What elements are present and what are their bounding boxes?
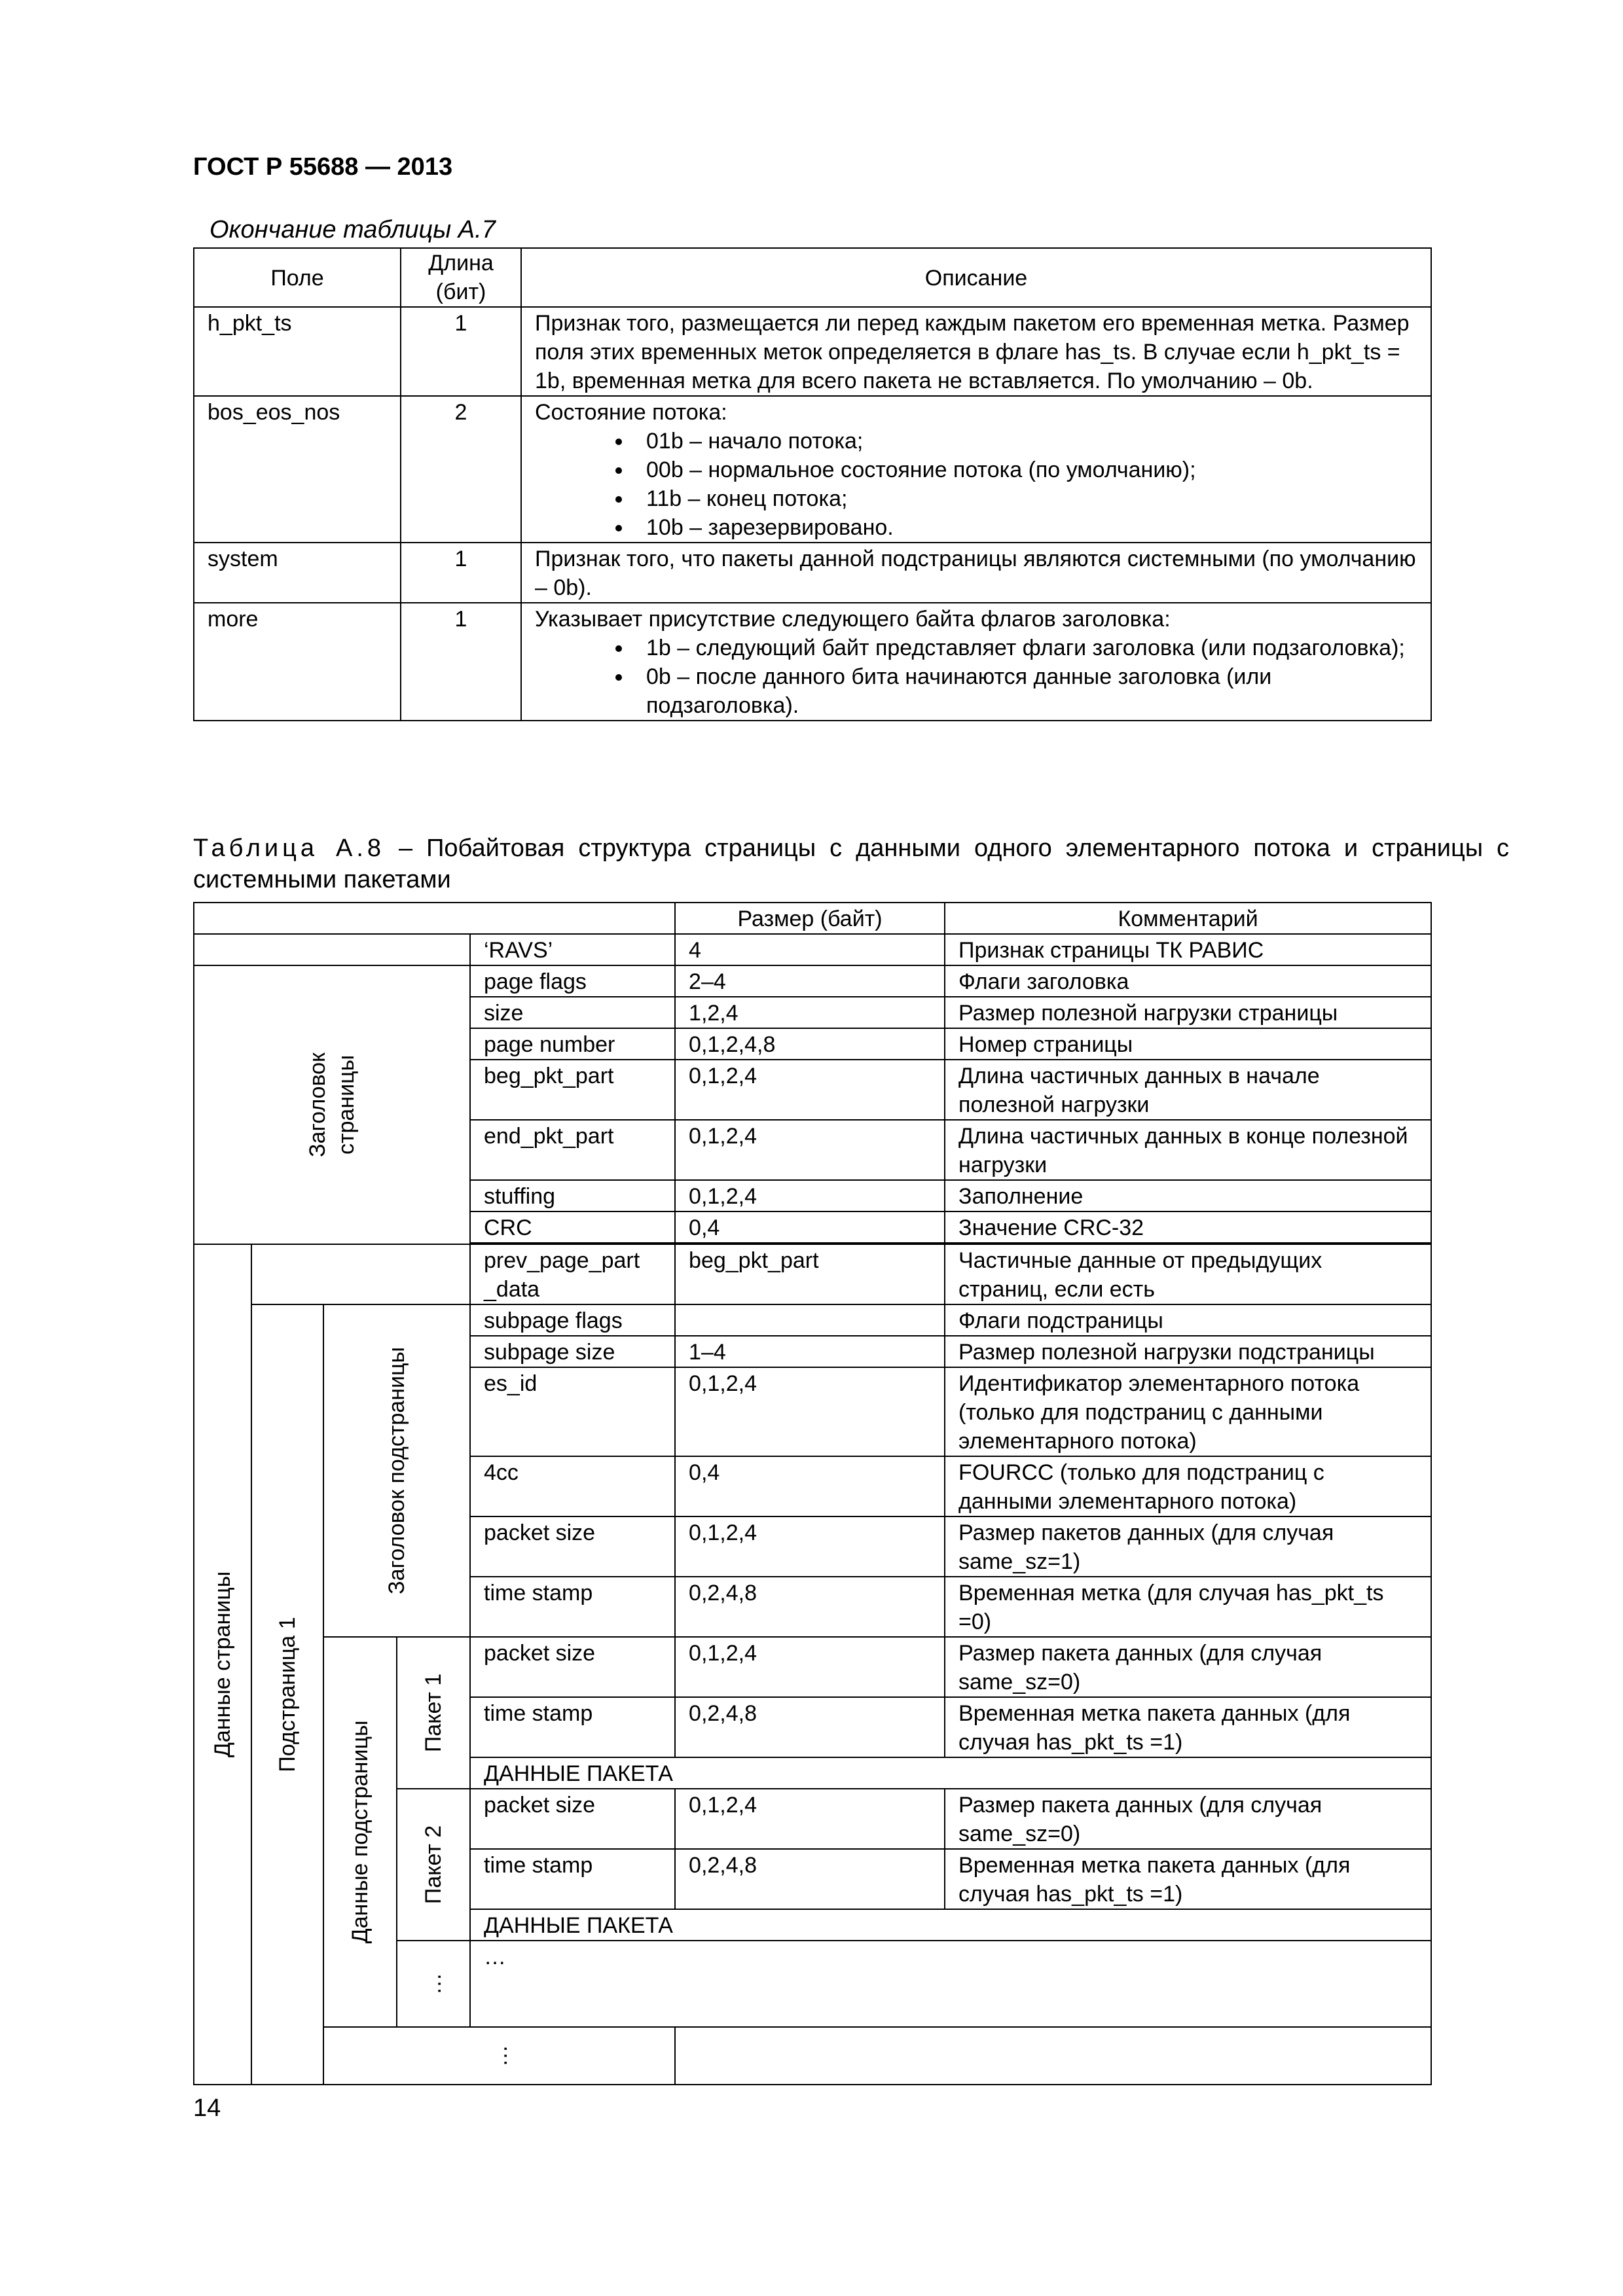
description-cell: Признак того, размещается ли перед каждым пакетом его временная метка. Размер поля этих временных меток определяется в флаге has_ts. В случае если h_pkt_ts = 1b, временная метка для всего пакета не вставляется. По умолчанию – 0b. xyxy=(521,307,1431,396)
comment-cell: Длина частичных данных в конце полезной нагрузки xyxy=(945,1120,1431,1180)
column-header-comment: Комментарий xyxy=(945,903,1431,934)
size-cell: 0,1,2,4 xyxy=(675,1637,945,1697)
packet1-group-cell xyxy=(397,1637,470,1789)
size-cell: 0,2,4,8 xyxy=(675,1577,945,1637)
field-cell: h_pkt_ts xyxy=(194,307,401,396)
field-name-cell: es_id xyxy=(470,1367,675,1456)
size-cell: 0,1,2,4 xyxy=(675,1367,945,1456)
description-cell xyxy=(521,603,1431,721)
packet2-group-cell xyxy=(397,1789,470,1941)
comment-cell: Идентификатор элементарного потока (только для подстраниц с данными элементарного потока) xyxy=(945,1367,1431,1456)
empty-cell xyxy=(251,1244,470,1304)
comment-cell: Заполнение xyxy=(945,1180,1431,1211)
table-row xyxy=(194,1304,1431,1336)
field-name-cell: packet size xyxy=(470,1789,675,1849)
table-a8-caption-label: Таблица А.8 xyxy=(193,834,386,862)
table-a8-caption-text: – Побайтовая структура страницы с данными одного элементарного потока и страницы с системными пакетами xyxy=(193,834,1510,893)
page-header-group-label: Заголовок страницы xyxy=(305,1052,359,1157)
size-cell: 0,1,2,4 xyxy=(675,1120,945,1180)
size-cell: 0,2,4,8 xyxy=(675,1849,945,1909)
empty-cell xyxy=(675,2027,1431,2085)
comment-cell: FOURCC (только для подстраниц с данными элементарного потока) xyxy=(945,1456,1431,1516)
comment-cell: Флаги подстраницы xyxy=(945,1304,1431,1336)
table-a7 xyxy=(193,247,1432,721)
comment-cell: Флаги заголовка xyxy=(945,965,1431,997)
length-cell: 1 xyxy=(401,603,521,721)
field-name-cell: subpage size xyxy=(470,1336,675,1367)
page-data-group-cell xyxy=(194,1244,251,2085)
column-header-length: Длина (бит) xyxy=(401,248,521,307)
table-a8-caption xyxy=(193,833,1509,895)
subpage1-group-cell xyxy=(251,1304,323,2085)
table-a8 xyxy=(193,902,1432,2085)
field-name-cell: ‘RAVS’ xyxy=(470,934,675,965)
size-cell: 0,1,2,4,8 xyxy=(675,1028,945,1060)
size-cell: 0,1,2,4 xyxy=(675,1180,945,1211)
packet1-group-label: Пакет 1 xyxy=(421,1673,446,1753)
column-header-field: Поле xyxy=(194,248,401,307)
comment-cell: Временная метка пакета данных (для случая has_pkt_ts =1) xyxy=(945,1697,1431,1757)
comment-cell: Признак страницы ТК РАВИС xyxy=(945,934,1431,965)
comment-cell: Значение CRC-32 xyxy=(945,1211,1431,1243)
page-number: 14 xyxy=(193,2094,221,2122)
description-text: Указывает присутствие следующего байта флагов заголовка: xyxy=(535,607,1171,632)
size-cell: 0,1,2,4 xyxy=(675,1516,945,1577)
field-name-cell: time stamp xyxy=(470,1577,675,1637)
bullet-list xyxy=(535,427,1417,542)
comment-cell: Размер пакетов данных (для случая same_sz=1) xyxy=(945,1516,1431,1577)
bullet-list xyxy=(535,634,1417,720)
comment-cell: Номер страницы xyxy=(945,1028,1431,1060)
field-name-cell: page number xyxy=(470,1028,675,1060)
length-cell: 1 xyxy=(401,307,521,396)
more-packets-group-cell xyxy=(397,1941,470,2027)
size-cell xyxy=(675,1304,945,1336)
comment-cell: Временная метка (для случая has_pkt_ts =0) xyxy=(945,1577,1431,1637)
column-header-size: Размер (байт) xyxy=(675,903,945,934)
field-cell: system xyxy=(194,543,401,603)
size-cell: 0,4 xyxy=(675,1456,945,1516)
size-cell: 4 xyxy=(675,934,945,965)
field-name-cell: subpage flags xyxy=(470,1304,675,1336)
table-row xyxy=(194,965,1431,997)
size-cell: 1,2,4 xyxy=(675,997,945,1028)
list-item: • 11b – конец потока; xyxy=(633,484,1417,513)
field-name-cell: time stamp xyxy=(470,1849,675,1909)
field-cell: bos_eos_nos xyxy=(194,396,401,543)
table-row xyxy=(194,1244,1431,1304)
more-subpages-group-cell xyxy=(323,2027,675,2085)
description-cell: Признак того, что пакеты данной подстраницы являются системными (по умолчанию – 0b). xyxy=(521,543,1431,603)
size-cell: 2–4 xyxy=(675,965,945,997)
field-name-cell: packet size xyxy=(470,1516,675,1577)
length-cell: 1 xyxy=(401,543,521,603)
field-name-cell: page flags xyxy=(470,965,675,997)
subpage1-group-label: Подстраница 1 xyxy=(275,1617,300,1772)
comment-cell: Временная метка пакета данных (для случая has_pkt_ts =1) xyxy=(945,1849,1431,1909)
ellipsis-label: … xyxy=(421,1973,446,1995)
size-cell: 0,4 xyxy=(675,1211,945,1243)
comment-cell: Размер пакета данных (для случая same_sz=0) xyxy=(945,1637,1431,1697)
field-cell: more xyxy=(194,603,401,721)
packet-data-cell: ДАННЫЕ ПАКЕТА xyxy=(470,1757,1431,1789)
table-row xyxy=(194,543,1431,603)
table-row xyxy=(194,396,1431,543)
description-text: Состояние потока: xyxy=(535,400,727,425)
field-name-cell: time stamp xyxy=(470,1697,675,1757)
field-name-cell: packet size xyxy=(470,1637,675,1697)
table-row xyxy=(194,1637,1431,1697)
table-row xyxy=(194,2027,1431,2085)
length-cell: 2 xyxy=(401,396,521,543)
field-name-cell: CRC xyxy=(470,1211,675,1243)
size-cell: 0,1,2,4 xyxy=(675,1789,945,1849)
size-cell: 1–4 xyxy=(675,1336,945,1367)
document-header: ГОСТ Р 55688 — 2013 xyxy=(193,153,453,181)
packet-data-cell: ДАННЫЕ ПАКЕТА xyxy=(470,1909,1431,1941)
empty-header-cell xyxy=(194,903,675,934)
list-item: • 1b – следующий байт представляет флаги заголовка (или подзаголовка); xyxy=(633,634,1417,662)
empty-cell xyxy=(194,934,470,965)
subpage-data-group-cell xyxy=(323,1637,397,2027)
table-header-row xyxy=(194,903,1431,934)
column-header-description: Описание xyxy=(521,248,1431,307)
table-row xyxy=(194,603,1431,721)
table-row xyxy=(194,934,1431,965)
field-name-cell: end_pkt_part xyxy=(470,1120,675,1180)
list-item: • 10b – зарезервировано. xyxy=(633,513,1417,542)
list-item: • 0b – после данного бита начинаются данные заголовка (или подзаголовка). xyxy=(633,662,1417,720)
field-name-cell: prev_page_part _data xyxy=(470,1244,675,1304)
subpage-header-group-cell xyxy=(323,1304,470,1637)
subpage-data-group-label: Данные подстраницы xyxy=(348,1720,373,1944)
table-a7-caption: Окончание таблицы А.7 xyxy=(210,216,496,243)
comment-cell: Размер полезной нагрузки страницы xyxy=(945,997,1431,1028)
comment-cell: Длина частичных данных в начале полезной нагрузки xyxy=(945,1060,1431,1120)
field-name-cell: size xyxy=(470,997,675,1028)
table-row xyxy=(194,307,1431,396)
field-name-cell: beg_pkt_part xyxy=(470,1060,675,1120)
table-header-row xyxy=(194,248,1431,307)
more-packets-cell: … xyxy=(470,1941,1431,2027)
size-cell: beg_pkt_part xyxy=(675,1244,945,1304)
ellipsis-label: … xyxy=(486,2045,512,2067)
field-name-cell: 4cc xyxy=(470,1456,675,1516)
list-item: • 01b – начало потока; xyxy=(633,427,1417,456)
field-name-cell: stuffing xyxy=(470,1180,675,1211)
size-cell: 0,2,4,8 xyxy=(675,1697,945,1757)
description-cell xyxy=(521,396,1431,543)
subpage-header-group-label: Заголовок подстраницы xyxy=(384,1347,409,1594)
packet2-group-label: Пакет 2 xyxy=(421,1825,446,1905)
page-data-group-label: Данные страницы xyxy=(210,1571,235,1758)
page-header-group-cell xyxy=(194,965,470,1244)
comment-cell: Размер полезной нагрузки подстраницы xyxy=(945,1336,1431,1367)
comment-cell: Размер пакета данных (для случая same_sz=0) xyxy=(945,1789,1431,1849)
comment-cell: Частичные данные от предыдущих страниц, если есть xyxy=(945,1244,1431,1304)
list-item: • 00b – нормальное состояние потока (по умолчанию); xyxy=(633,456,1417,484)
size-cell: 0,1,2,4 xyxy=(675,1060,945,1120)
